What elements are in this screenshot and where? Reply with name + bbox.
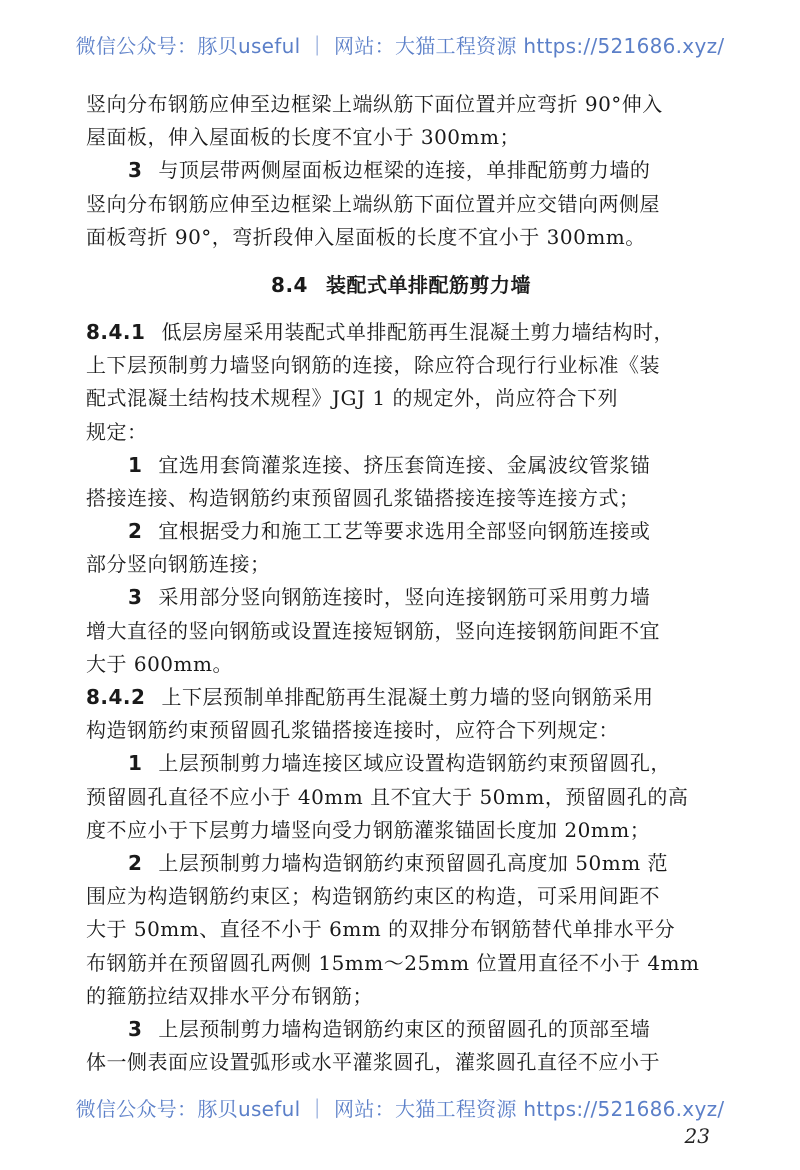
clause-number: 8.4.1 [86, 319, 146, 344]
text-line: 布钢筋并在预留圆孔两侧 15mm～25mm 位置用直径不小于 4mm [86, 950, 700, 975]
list-item-1 [86, 747, 716, 780]
text-line: 竖向分布钢筋应伸至边框梁上端纵筋下面位置并应交错向两侧屋 [86, 191, 660, 216]
list-item-3 [86, 581, 716, 614]
page-number: 23 [684, 1124, 710, 1148]
text-line: 围应为构造钢筋约束区；构造钢筋约束区的构造，可采用间距不 [86, 884, 660, 909]
list-item-3 [86, 154, 716, 187]
text-line: 低层房屋采用装配式单排配筋再生混凝土剪力墙结构时， [161, 319, 674, 344]
document-body [86, 88, 716, 1079]
list-item-1 [86, 449, 716, 482]
item-number: 1 [128, 751, 143, 776]
item-number: 2 [128, 850, 143, 875]
text-line: 大于 600mm。 [86, 651, 233, 676]
section-heading [86, 263, 716, 308]
text-line: 与顶层带两侧屋面板边框梁的连接，单排配筋剪力墙的 [158, 158, 651, 183]
text-line: 上层预制剪力墙构造钢筋约束预留圆孔高度加 50mm 范 [158, 850, 669, 875]
item-number: 3 [128, 158, 143, 183]
text-line: 竖向分布钢筋应伸至边框梁上端纵筋下面位置并应弯折 90°伸入 [86, 92, 663, 116]
text-line: 大于 50mm、直径不小于 6mm 的双排分布钢筋替代单排水平分 [86, 917, 676, 942]
text-line: 上下层预制剪力墙竖向钢筋的连接，除应符合现行行业标准《装 [86, 353, 660, 378]
list-item-2 [86, 847, 716, 880]
item-number: 1 [128, 452, 143, 477]
text-line: 增大直径的竖向钢筋或设置连接短钢筋，竖向连接钢筋间距不宜 [86, 618, 660, 643]
text-line: 屋面板，伸入屋面板的长度不宜小于 300mm； [86, 125, 520, 150]
item-number: 3 [128, 585, 143, 610]
clause-8-4-2 [86, 681, 716, 714]
text-line: 部分竖向钢筋连接； [86, 552, 271, 577]
list-item-2 [86, 515, 716, 548]
text-line: 上层预制剪力墙构造钢筋约束区的预留圆孔的顶部至墙 [158, 1016, 651, 1041]
text-line: 构造钢筋约束预留圆孔浆锚搭接连接时，应符合下列规定： [86, 718, 619, 743]
text-line: 度不应小于下层剪力墙竖向受力钢筋灌浆锚固长度加 20mm； [86, 817, 651, 842]
clause-number: 8.4.2 [86, 685, 146, 709]
clause-8-4-1 [86, 316, 716, 349]
text-line: 宜选用套筒灌浆连接、挤压套筒连接、金属波纹管浆锚 [158, 452, 651, 477]
text-line: 上层预制剪力墙连接区域应设置构造钢筋约束预留圆孔， [158, 751, 671, 776]
text-line: 配式混凝土结构技术规程》JGJ 1 的规定外，尚应符合下列 [86, 386, 618, 411]
watermark-top: 微信公众号：豚贝useful ｜ 网站：大猫工程资源 https://521686.xyz/ [75, 34, 725, 58]
list-item-3 [86, 1013, 716, 1046]
text-line: 预留圆孔直径不应小于 40mm 且不宜大于 50mm，预留圆孔的高 [86, 784, 689, 809]
text-line: 规定： [86, 419, 148, 444]
watermark-bottom: 微信公众号：豚贝useful ｜ 网站：大猫工程资源 https://521686.xyz/ [75, 1097, 725, 1121]
text-line: 的箍筋拉结双排水平分布钢筋； [86, 983, 373, 1008]
section-number: 8.4 [271, 272, 308, 297]
item-number: 3 [128, 1016, 143, 1041]
section-title: 装配式单排配筋剪力墙 [325, 272, 531, 297]
text-line: 宜根据受力和施工工艺等要求选用全部竖向钢筋连接或 [158, 519, 651, 544]
text-line: 体一侧表面应设置弧形或水平灌浆圆孔，灌浆圆孔直径不应小于 [86, 1050, 660, 1075]
text-line: 搭接连接、构造钢筋约束预留圆孔浆锚搭接连接等连接方式； [86, 485, 640, 510]
text-line: 采用部分竖向钢筋连接时，竖向连接钢筋可采用剪力墙 [158, 585, 651, 610]
text-line: 上下层预制单排配筋再生混凝土剪力墙的竖向钢筋采用 [161, 685, 654, 709]
text-line: 面板弯折 90°，弯折段伸入屋面板的长度不宜小于 300mm。 [86, 224, 646, 249]
item-number: 2 [128, 519, 143, 544]
